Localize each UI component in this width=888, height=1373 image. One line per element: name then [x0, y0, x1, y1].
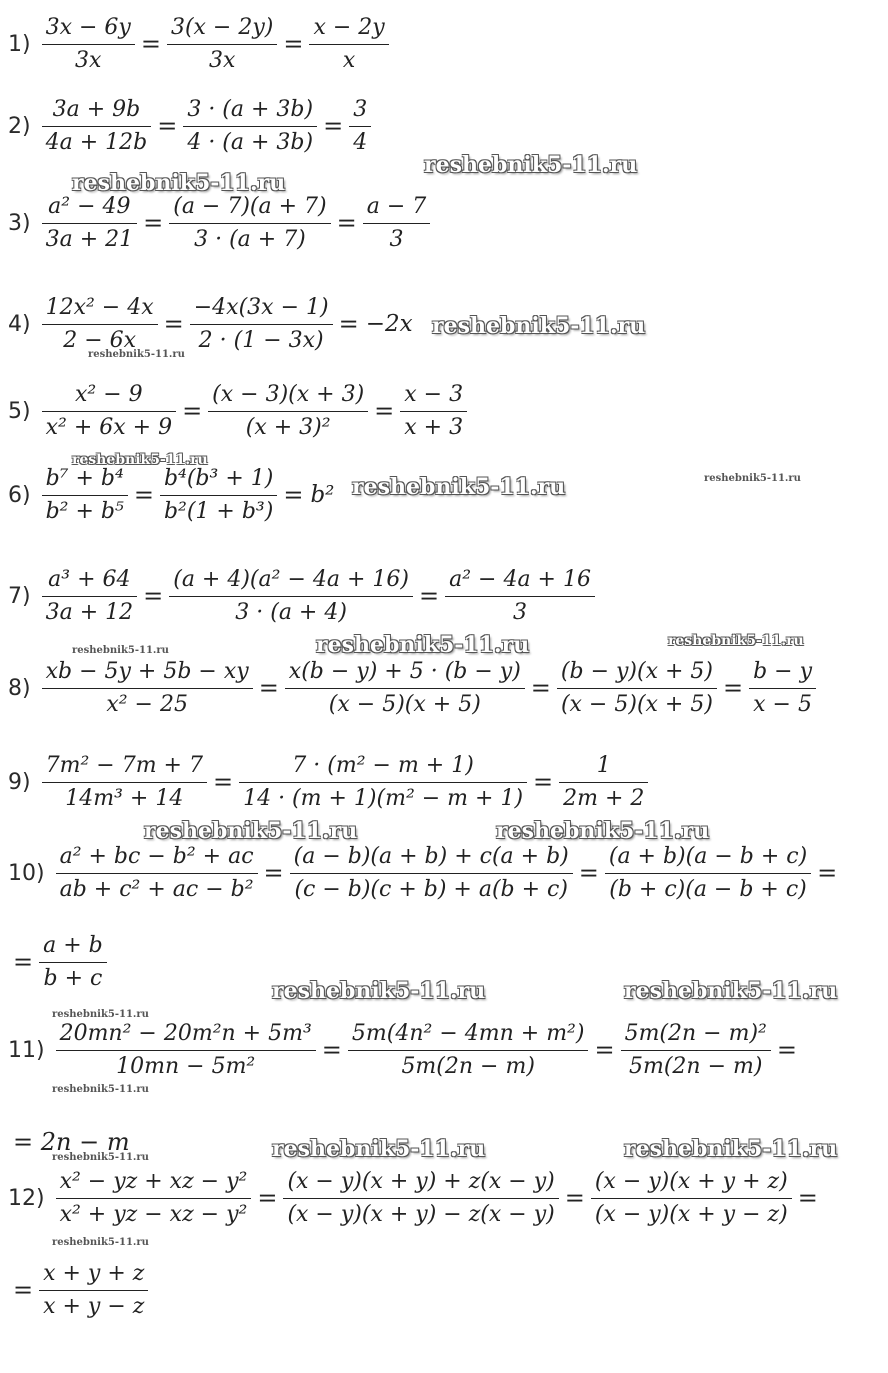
fraction-bar	[190, 324, 333, 325]
fraction	[42, 380, 176, 443]
fraction	[42, 565, 138, 628]
watermark: reshebnik5-11.ru	[352, 474, 566, 500]
denominator: x + y − z	[43, 1293, 145, 1319]
numerator: 3a + 9b	[52, 96, 141, 122]
equation-continuation	[10, 922, 110, 1002]
equals-sign: =	[723, 674, 744, 702]
equation-row	[8, 648, 819, 728]
watermark: reshebnik5-11.ru	[496, 818, 710, 844]
fraction	[400, 380, 467, 443]
numerator: (a − b)(a + b) + c(a + b)	[293, 843, 569, 869]
numerator: 5m(2n − m)²	[624, 1020, 767, 1046]
equals-sign: =	[578, 859, 599, 887]
denominator: (x − y)(x + y) − z(x − y)	[287, 1201, 555, 1227]
numerator: 12x² − 4x	[45, 294, 154, 320]
watermark: reshebnik5-11.ru	[272, 978, 486, 1004]
denominator: 4 · (a + 3b)	[187, 129, 314, 155]
fraction	[285, 657, 525, 720]
fraction	[42, 95, 152, 158]
denominator: b²(1 + b³)	[163, 498, 274, 524]
fraction-bar	[42, 324, 158, 325]
equation-number: 4)	[8, 311, 31, 337]
fraction-bar	[208, 411, 368, 412]
denominator: 3x	[75, 47, 102, 73]
result-value: b²	[310, 482, 335, 508]
denominator: x² − 25	[106, 691, 188, 717]
fraction	[42, 13, 135, 76]
numerator: a² − 49	[48, 193, 131, 219]
equation-row	[8, 284, 413, 364]
equation-row	[8, 1010, 800, 1090]
equals-sign: =	[283, 481, 304, 509]
fraction-bar	[183, 126, 317, 127]
equation-continuation	[10, 1250, 151, 1330]
fraction-bar	[42, 688, 253, 689]
equation-number: 9)	[8, 769, 31, 795]
numerator: b⁷ + b⁴	[45, 465, 124, 491]
equals-sign: =	[182, 397, 203, 425]
denominator: x² + yz − xz − y²	[59, 1201, 248, 1227]
equation-number: 12)	[8, 1185, 45, 1211]
watermark: reshebnik5-11.ru	[624, 978, 838, 1004]
numerator: (a + 4)(a² − 4a + 16)	[173, 566, 409, 592]
denominator: 10mn − 5m²	[116, 1053, 256, 1079]
fraction	[169, 565, 413, 628]
fraction	[605, 842, 811, 905]
equals-sign: =	[133, 481, 154, 509]
equals-sign: =	[283, 30, 304, 58]
fraction-bar	[56, 873, 258, 874]
fraction	[39, 1259, 148, 1322]
equation-number: 2)	[8, 113, 31, 139]
fraction	[167, 13, 277, 76]
denominator: (x − y)(x + y − z)	[594, 1201, 788, 1227]
fraction	[208, 380, 368, 443]
fraction-bar	[400, 411, 467, 412]
denominator: 5m(2n − m)	[401, 1053, 535, 1079]
fraction-bar	[349, 126, 371, 127]
fraction-bar	[621, 1050, 771, 1051]
fraction-bar	[56, 1050, 316, 1051]
numerator: (b − y)(x + 5)	[560, 658, 713, 684]
denominator: 3a + 12	[45, 599, 134, 625]
equals-sign: =	[797, 1184, 818, 1212]
denominator: (x − 5)(x + 5)	[328, 691, 481, 717]
numerator: a − 7	[366, 193, 427, 219]
fraction	[283, 1167, 558, 1230]
fraction	[559, 751, 648, 814]
equals-sign: =	[564, 1184, 585, 1212]
fraction	[169, 192, 330, 255]
watermark: reshebnik5-11.ru	[52, 1009, 149, 1020]
fraction	[56, 842, 258, 905]
denominator: 5m(2n − m)	[628, 1053, 763, 1079]
fraction-bar	[42, 126, 152, 127]
fraction-bar	[290, 873, 573, 874]
fraction	[160, 464, 277, 527]
watermark: reshebnik5-11.ru	[272, 1136, 486, 1162]
equals-sign: =	[530, 674, 551, 702]
fraction	[42, 657, 253, 720]
numerator: 7 · (m² − m + 1)	[292, 752, 474, 778]
denominator: 2 − 6x	[63, 327, 137, 353]
denominator: 14 · (m + 1)(m² − m + 1)	[243, 785, 524, 811]
denominator: 2 · (1 − 3x)	[198, 327, 324, 353]
equation-row	[8, 1158, 821, 1238]
equation-row	[8, 556, 598, 636]
denominator: x² + 6x + 9	[45, 414, 173, 440]
equation-row	[8, 371, 470, 451]
denominator: 3	[389, 226, 404, 252]
equation-number: 8)	[8, 675, 31, 701]
fraction-bar	[167, 44, 277, 45]
watermark: reshebnik5-11.ru	[72, 452, 208, 468]
denominator: b² + b⁵	[45, 498, 124, 524]
fraction-bar	[56, 1198, 252, 1199]
watermark: reshebnik5-11.ru	[432, 313, 646, 339]
fraction-bar	[285, 688, 525, 689]
denominator: 3 · (a + 4)	[235, 599, 347, 625]
fraction	[190, 293, 333, 356]
fraction-bar	[42, 44, 135, 45]
numerator: xb − 5y + 5b − xy	[45, 658, 249, 684]
watermark: reshebnik5-11.ru	[424, 152, 638, 178]
fraction-bar	[42, 411, 176, 412]
fraction	[290, 842, 573, 905]
equals-sign: =	[263, 859, 284, 887]
equals-sign: =	[163, 310, 184, 338]
fraction	[363, 192, 431, 255]
watermark: reshebnik5-11.ru	[88, 349, 185, 360]
numerator: 20mn² − 20m²n + 5m³	[59, 1020, 312, 1046]
numerator: (a + b)(a − b + c)	[608, 843, 808, 869]
equals-sign: =	[257, 1184, 278, 1212]
numerator: a² − 4a + 16	[449, 566, 591, 592]
denominator: 2m + 2	[563, 785, 645, 811]
numerator: (x − y)(x + y) + z(x − y)	[287, 1168, 555, 1194]
fraction-bar	[39, 962, 107, 963]
equals-sign: =	[817, 859, 838, 887]
fraction	[239, 751, 527, 814]
numerator: x² − 9	[75, 381, 143, 407]
denominator: 4	[353, 129, 368, 155]
fraction-bar	[348, 1050, 589, 1051]
equation-row	[8, 86, 374, 166]
watermark: reshebnik5-11.ru	[72, 170, 286, 196]
watermark: reshebnik5-11.ru	[52, 1152, 149, 1163]
fraction	[39, 931, 107, 994]
fraction-bar	[239, 782, 527, 783]
numerator: x − 3	[404, 381, 464, 407]
numerator: x² − yz + xz − y²	[59, 1168, 248, 1194]
denominator: 14m³ + 14	[65, 785, 184, 811]
denominator: b + c	[43, 965, 103, 991]
watermark: reshebnik5-11.ru	[624, 1136, 838, 1162]
result-value: −2x	[365, 311, 413, 337]
fraction-bar	[605, 873, 811, 874]
denominator: x − 5	[753, 691, 812, 717]
numerator: (x − 3)(x + 3)	[212, 381, 365, 407]
numerator: b⁴(b³ + 1)	[163, 465, 274, 491]
equation-number: 10)	[8, 860, 45, 886]
denominator: 3x	[208, 47, 236, 73]
fraction	[348, 1019, 589, 1082]
numerator: 1	[596, 752, 611, 778]
fraction	[557, 657, 717, 720]
equation-number: 1)	[8, 31, 31, 57]
denominator: x + 3	[404, 414, 464, 440]
denominator: 4a + 12b	[45, 129, 148, 155]
fraction-bar	[169, 596, 413, 597]
fraction	[42, 192, 138, 255]
equals-sign: =	[336, 209, 357, 237]
equation-row	[8, 4, 392, 84]
fraction	[42, 751, 207, 814]
denominator: ab + c² + ac − b²	[59, 876, 254, 902]
numerator: 3(x − 2y)	[170, 14, 274, 40]
fraction-bar	[591, 1198, 792, 1199]
numerator: b − y	[753, 658, 813, 684]
equals-sign: =	[143, 582, 164, 610]
denominator: 3a + 21	[45, 226, 134, 252]
fraction-bar	[42, 495, 128, 496]
watermark: reshebnik5-11.ru	[52, 1237, 149, 1248]
fraction	[56, 1167, 252, 1230]
equals-sign: =	[212, 768, 234, 796]
watermark: reshebnik5-11.ru	[52, 1084, 149, 1095]
equation-row	[8, 742, 651, 822]
equation-number: 7)	[8, 583, 31, 609]
numerator: a + b	[43, 932, 103, 958]
equals-sign: =	[143, 209, 164, 237]
equals-sign: =	[594, 1036, 615, 1064]
numerator: −4x(3x − 1)	[193, 294, 329, 320]
fraction	[42, 293, 158, 356]
numerator: (x − y)(x + y + z)	[594, 1168, 788, 1194]
numerator: x + y + z	[43, 1260, 145, 1286]
fraction	[349, 95, 371, 158]
fraction	[309, 13, 388, 76]
denominator: (c − b)(c + b) + a(b + c)	[294, 876, 568, 902]
equation-number: 3)	[8, 210, 31, 236]
equals-sign: = 2n − m	[13, 1128, 130, 1156]
fraction	[621, 1019, 771, 1082]
numerator: a² + bc − b² + ac	[59, 843, 254, 869]
fraction-bar	[363, 223, 431, 224]
watermark: reshebnik5-11.ru	[72, 645, 169, 656]
fraction-bar	[169, 223, 330, 224]
equals-sign: =	[13, 1276, 34, 1304]
numerator: x − 2y	[313, 14, 385, 40]
equals-sign: =	[140, 30, 161, 58]
equals-sign: =	[776, 1036, 797, 1064]
numerator: 3x − 6y	[45, 14, 131, 40]
denominator: (x + 3)²	[245, 414, 331, 440]
numerator: 3 · (a + 3b)	[187, 96, 314, 122]
watermark: reshebnik5-11.ru	[704, 473, 801, 484]
denominator: 3 · (a + 7)	[194, 226, 306, 252]
fraction-bar	[309, 44, 388, 45]
fraction	[749, 657, 816, 720]
fraction-bar	[42, 596, 138, 597]
denominator: x	[342, 47, 356, 73]
equation-row	[8, 833, 840, 913]
denominator: 3	[513, 599, 528, 625]
equals-sign: =	[533, 768, 554, 796]
fraction	[183, 95, 317, 158]
numerator: 3	[353, 96, 368, 122]
numerator: x(b − y) + 5 · (b − y)	[288, 658, 521, 684]
equals-sign: =	[321, 1036, 342, 1064]
fraction-bar	[160, 495, 277, 496]
watermark: reshebnik5-11.ru	[144, 818, 358, 844]
equals-sign: =	[374, 397, 395, 425]
numerator: a³ + 64	[48, 566, 131, 592]
fraction-bar	[39, 1290, 148, 1291]
denominator: (x − 5)(x + 5)	[560, 691, 713, 717]
denominator: (b + c)(a − b + c)	[609, 876, 807, 902]
fraction	[445, 565, 595, 628]
numerator: (a − 7)(a + 7)	[173, 193, 327, 219]
fraction	[56, 1019, 316, 1082]
fraction-bar	[749, 688, 816, 689]
equation-number: 11)	[8, 1037, 45, 1063]
watermark: reshebnik5-11.ru	[668, 633, 804, 649]
numerator: 7m² − 7m + 7	[45, 752, 203, 778]
equals-sign: =	[323, 112, 344, 140]
equation-number: 5)	[8, 398, 31, 424]
fraction-bar	[42, 223, 138, 224]
watermark: reshebnik5-11.ru	[316, 632, 530, 658]
equals-sign: =	[418, 582, 440, 610]
equals-sign: =	[13, 948, 34, 976]
fraction	[591, 1167, 792, 1230]
fraction-bar	[557, 688, 717, 689]
fraction-bar	[42, 782, 207, 783]
numerator: 5m(4n² − 4mn + m²)	[351, 1020, 585, 1046]
equals-sign: =	[258, 674, 279, 702]
fraction	[42, 464, 128, 527]
fraction-bar	[283, 1198, 558, 1199]
equals-sign: =	[157, 112, 178, 140]
fraction-bar	[559, 782, 648, 783]
equals-sign: =	[338, 310, 359, 338]
fraction-bar	[445, 596, 595, 597]
equation-number: 6)	[8, 482, 31, 508]
